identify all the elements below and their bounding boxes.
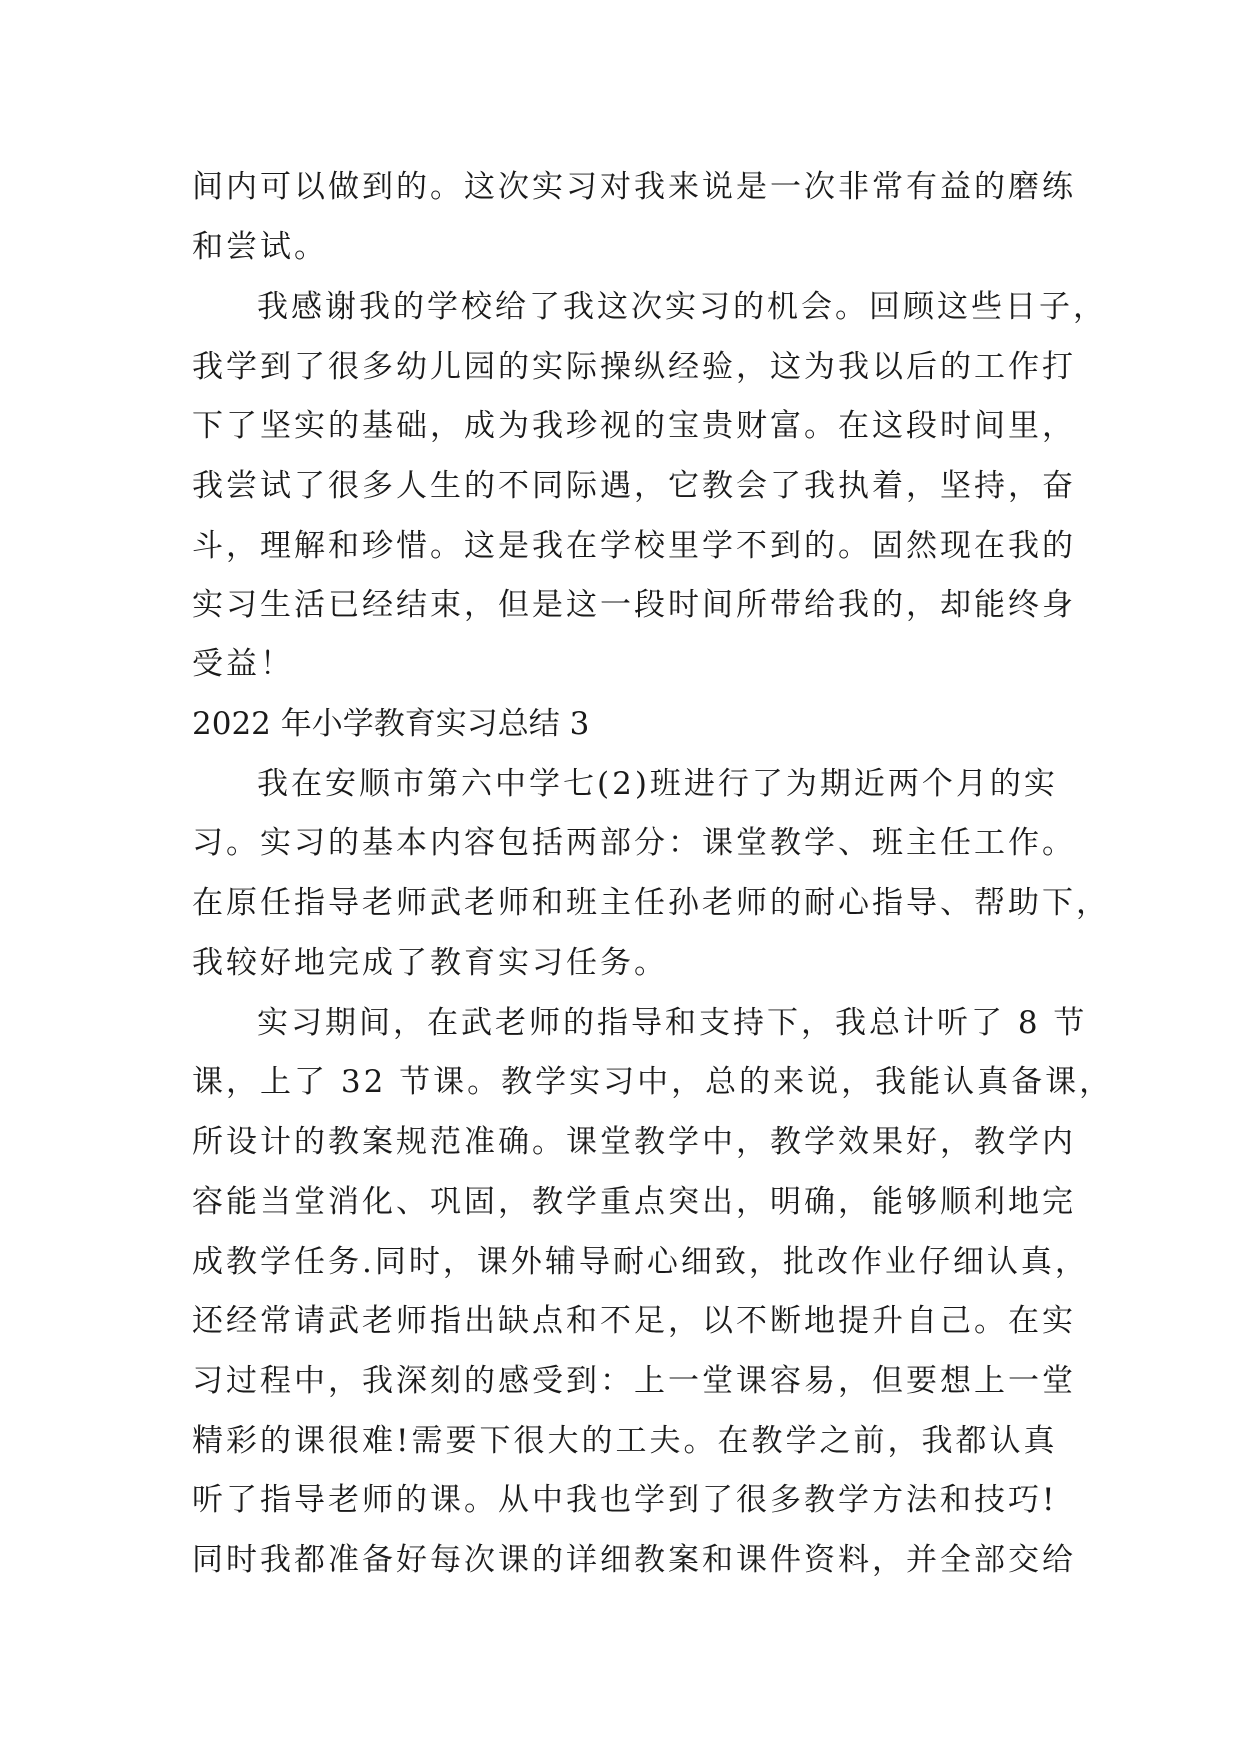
text-line: 我学到了很多幼儿园的实际操纵经验，这为我以后的工作打 xyxy=(192,349,1076,385)
paragraph-start-line: 实习期间，在武老师的指导和支持下，我总计听了 8 节 xyxy=(257,1005,1088,1041)
text-line: 容能当堂消化、巩固，教学重点突出，明确，能够顺利地完 xyxy=(192,1184,1076,1220)
text-line: 同时我都准备好每次课的详细教案和课件资料，并全部交给 xyxy=(192,1542,1076,1578)
text-line: 我尝试了很多人生的不同际遇，它教会了我执着，坚持，奋 xyxy=(192,468,1076,504)
text-line: 间内可以做到的。这次实习对我来说是一次非常有益的磨练 xyxy=(192,169,1076,205)
text-line: 习。实习的基本内容包括两部分：课堂教学、班主任工作。 xyxy=(192,825,1076,861)
text-line: 斗，理解和珍惜。这是我在学校里学不到的。固然现在我的 xyxy=(192,528,1076,564)
text-line: 和尝试。 xyxy=(192,229,328,265)
text-line: 实习生活已经结束，但是这一段时间所带给我的，却能终身 xyxy=(192,587,1076,623)
text-line: 下了坚实的基础，成为我珍视的宝贵财富。在这段时间里， xyxy=(192,408,1076,444)
text-line: 成教学任务.同时，课外辅导耐心细致，批改作业仔细认真， xyxy=(192,1244,1089,1280)
text-line: 精彩的课很难!需要下很大的工夫。在教学之前，我都认真 xyxy=(192,1423,1058,1459)
text-line: 我较好地完成了教育实习任务。 xyxy=(192,945,668,981)
section-heading: 2022 年小学教育实习总结 3 xyxy=(192,706,590,742)
text-line: 还经常请武老师指出缺点和不足，以不断地提升自己。在实 xyxy=(192,1303,1076,1339)
text-line: 习过程中，我深刻的感受到：上一堂课容易，但要想上一堂 xyxy=(192,1363,1076,1399)
text-line: 受益！ xyxy=(192,646,294,682)
text-line: 课，上了 32 节课。教学实习中，总的来说，我能认真备课， xyxy=(192,1064,1114,1100)
text-line: 所设计的教案规范准确。课堂教学中，教学效果好，教学内 xyxy=(192,1124,1076,1160)
text-line: 听了指导老师的课。从中我也学到了很多教学方法和技巧! xyxy=(192,1482,1058,1518)
paragraph-start-line: 我在安顺市第六中学七(2)班进行了为期近两个月的实 xyxy=(257,766,1058,802)
paragraph-start-line: 我感谢我的学校给了我这次实习的机会。回顾这些日子， xyxy=(257,289,1107,325)
text-line: 在原任指导老师武老师和班主任孙老师的耐心指导、帮助下， xyxy=(192,885,1110,921)
